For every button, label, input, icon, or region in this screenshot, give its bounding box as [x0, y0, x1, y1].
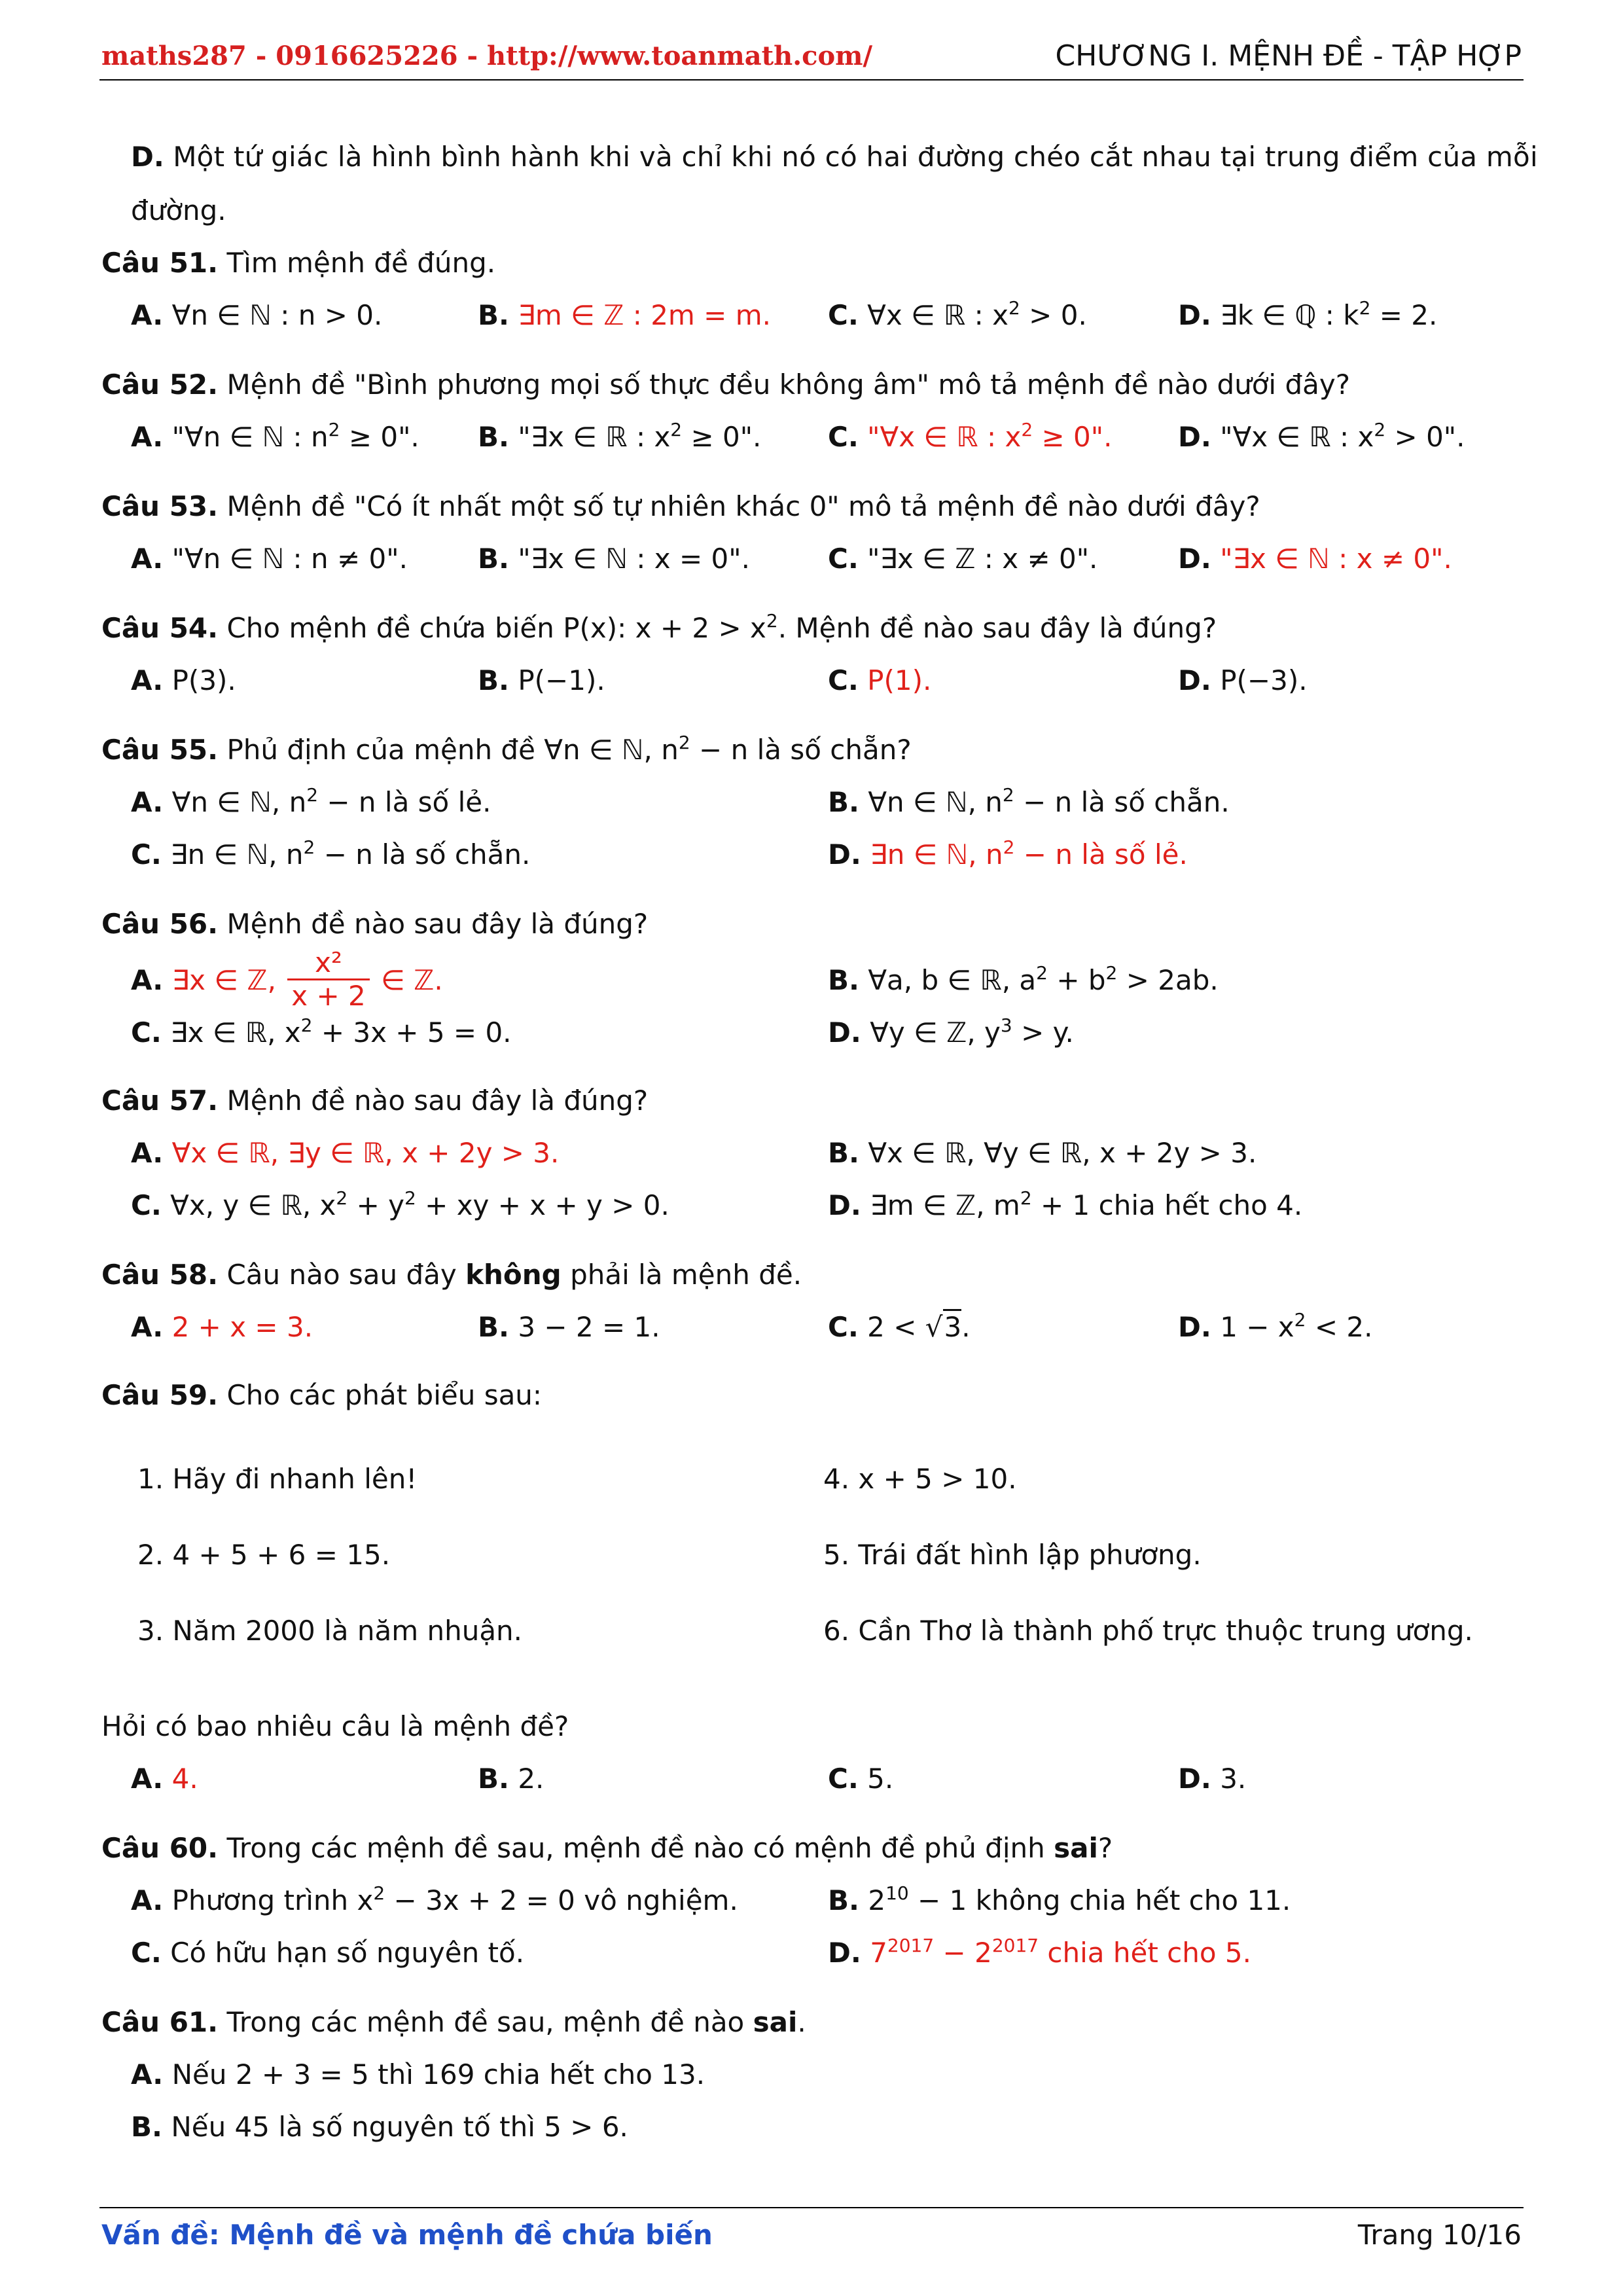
fraction-numerator: x²: [287, 947, 369, 980]
option-label: D.: [1178, 1763, 1211, 1795]
exponent: 2: [306, 784, 319, 806]
q52-option-c[interactable]: [828, 419, 1112, 459]
q61-option-a[interactable]: [131, 2056, 705, 2093]
q60-option-c[interactable]: [131, 1935, 524, 1971]
option-text: 1 − x: [1220, 1311, 1294, 1343]
q60-option-a[interactable]: [131, 1882, 738, 1922]
question-54: [101, 610, 1217, 650]
q60-option-b[interactable]: [828, 1882, 1291, 1922]
q51-option-a[interactable]: [131, 297, 382, 334]
question-52: [101, 367, 1350, 403]
option-text: Một tứ giác là hình bình hành khi và chỉ khi nó có hai đường chéo cắt nhau tại trung điểm của mỗi: [173, 141, 1538, 173]
q51-option-d[interactable]: [1178, 297, 1437, 337]
exponent: 3: [1000, 1014, 1012, 1036]
question-number: Câu 59.: [101, 1379, 219, 1411]
statement-item: 1. Hãy đi nhanh lên!: [137, 1463, 418, 1495]
option-text: ∀y ∈ ℤ, y: [870, 1016, 1001, 1049]
option-text-end: > y.: [1012, 1016, 1074, 1049]
exponent: 2: [1002, 784, 1014, 806]
option-text-end: − n là số lẻ.: [318, 786, 491, 818]
q53-option-b[interactable]: [478, 541, 750, 577]
question-57: [101, 1083, 648, 1119]
exponent: 2: [1008, 297, 1020, 319]
option-label: B.: [478, 421, 509, 453]
question-number: Câu 54.: [101, 612, 219, 644]
option-text: ∀n ∈ ℕ, n: [171, 786, 307, 818]
option-label: D.: [828, 1016, 861, 1049]
option-label: B.: [478, 543, 509, 575]
question-text: Trong các mệnh đề sau, mệnh đề nào: [226, 2006, 753, 2038]
option-label: D.: [1178, 543, 1211, 575]
question-text-end: .: [797, 2006, 806, 2038]
option-label: C.: [131, 1189, 162, 1221]
q56-option-a[interactable]: [131, 946, 443, 1014]
option-label: C.: [828, 664, 859, 696]
q54-option-b[interactable]: [478, 662, 605, 699]
question-56: [101, 906, 648, 942]
option-text: 2: [868, 1884, 886, 1916]
option-label: C.: [131, 1016, 162, 1049]
q58-option-c[interactable]: [828, 1309, 971, 1346]
header-source: maths287 - 0916625226 - http://www.toanmath.com/: [101, 41, 873, 71]
option-label: B.: [131, 2111, 162, 2143]
option-text: ∀n ∈ ℕ, n: [868, 786, 1003, 818]
exponent: 2: [1021, 419, 1033, 440]
option-label: B.: [828, 964, 859, 996]
q51-option-b[interactable]: [478, 297, 771, 334]
option-text: "∃x ∈ ℕ : x = 0".: [518, 543, 750, 575]
question-number: Câu 58.: [101, 1259, 219, 1291]
option-label: D.: [828, 1189, 861, 1221]
option-text: P(−1).: [518, 664, 605, 696]
option-text-end: chia hết cho 5.: [1039, 1937, 1252, 1969]
option-label: D.: [1178, 299, 1211, 331]
question-number: Câu 51.: [101, 247, 219, 279]
option-text: "∃x ∈ ℕ : x ≠ 0".: [1220, 543, 1452, 575]
exponent: 2: [1036, 962, 1048, 984]
q59-option-a[interactable]: [131, 1761, 198, 1797]
option-label: C.: [828, 299, 859, 331]
q52-option-b[interactable]: [478, 419, 761, 459]
question-53: [101, 488, 1260, 525]
option-label: D.: [828, 838, 861, 870]
option-text: "∀x ∈ ℝ : x: [867, 421, 1022, 453]
option-text-end: − n là số chẵn.: [1014, 786, 1230, 818]
option-text: 2 + x = 3.: [171, 1311, 313, 1343]
question-number: Câu 52.: [101, 368, 219, 401]
question-number: Câu 61.: [101, 2006, 219, 2038]
exponent: 2: [303, 836, 315, 858]
option-label: A.: [131, 421, 164, 453]
question-text: Mệnh đề nào sau đây là đúng?: [226, 1085, 649, 1117]
statement-item: 5. Trái đất hình lập phương.: [823, 1539, 1202, 1571]
exponent: 10: [885, 1882, 909, 1904]
option-text: ∀x ∈ ℝ : x: [867, 299, 1008, 331]
q59-option-b[interactable]: [478, 1761, 544, 1797]
option-text-mid: + y: [348, 1189, 404, 1221]
exponent: 2: [328, 419, 340, 440]
q55-option-c[interactable]: [131, 836, 530, 876]
option-label: A.: [131, 299, 164, 331]
question-emphasis: không: [465, 1259, 562, 1291]
option-text: 5.: [867, 1763, 894, 1795]
q53-option-d[interactable]: [1178, 541, 1452, 577]
option-text-end: − 3x + 2 = 0 vô nghiệm.: [385, 1884, 738, 1916]
exponent: 2: [678, 732, 690, 753]
q55-option-d[interactable]: [828, 836, 1188, 876]
option-text-end: < 2.: [1306, 1311, 1373, 1343]
q57-option-a[interactable]: [131, 1135, 559, 1172]
option-text: ∃x ∈ ℝ, x: [170, 1016, 301, 1049]
option-text: ∀x ∈ ℝ, ∃y ∈ ℝ, x + 2y > 3.: [171, 1137, 560, 1169]
option-text: "∀n ∈ ℕ : n: [171, 421, 329, 453]
option-label: D.: [131, 141, 164, 173]
statement-item: 6. Cần Thơ là thành phố trực thuộc trung ương.: [823, 1615, 1473, 1647]
footer-divider: [99, 2207, 1524, 2208]
option-label: D.: [828, 1937, 861, 1969]
option-label: A.: [131, 964, 164, 996]
exponent: 2: [670, 419, 683, 440]
option-text: ∀x ∈ ℝ, ∀y ∈ ℝ, x + 2y > 3.: [868, 1137, 1257, 1169]
question-text-end: − n là số chẵn?: [690, 734, 912, 766]
option-label: A.: [131, 786, 164, 818]
exponent: 2017: [991, 1935, 1039, 1956]
option-text: ∃n ∈ ℕ, n: [870, 838, 1003, 870]
exponent: 2: [1003, 836, 1015, 858]
question-60: [101, 1830, 1113, 1867]
prev-option-d: [131, 139, 1538, 175]
option-label: B.: [478, 1311, 509, 1343]
option-text-end: > 0.: [1020, 299, 1087, 331]
option-label: A.: [131, 1763, 164, 1795]
statement-item: 4. x + 5 > 10.: [823, 1463, 1017, 1495]
exponent: 2: [300, 1014, 313, 1036]
statement-item: 2. 4 + 5 + 6 = 15.: [137, 1539, 391, 1571]
option-text: ∃m ∈ ℤ, m: [870, 1189, 1020, 1221]
q59-option-d[interactable]: [1178, 1761, 1246, 1797]
question-61: [101, 2004, 806, 2041]
option-text: ∀x, y ∈ ℝ, x: [170, 1189, 336, 1221]
question-emphasis: sai: [1054, 1832, 1098, 1864]
question-59: [101, 1377, 542, 1414]
exponent: 2: [1020, 1187, 1032, 1209]
q52-option-a[interactable]: [131, 419, 419, 459]
question-text: Tìm mệnh đề đúng.: [226, 247, 496, 279]
option-text-end: = 2.: [1370, 299, 1438, 331]
question-number: Câu 53.: [101, 490, 219, 522]
option-label: B.: [828, 786, 859, 818]
option-text: "∀n ∈ ℕ : n ≠ 0".: [171, 543, 408, 575]
option-text: ∃x ∈ ℤ,: [171, 964, 276, 996]
question-text: Trong các mệnh đề sau, mệnh đề nào có mệnh đề phủ định: [226, 1832, 1054, 1864]
exponent: 2: [1294, 1309, 1306, 1331]
option-text-end: ≥ 0".: [1033, 421, 1113, 453]
header-divider: [99, 79, 1524, 81]
option-text: Phương trình x: [171, 1884, 374, 1916]
question-number: Câu 56.: [101, 908, 219, 940]
option-text-end: + 3x + 5 = 0.: [312, 1016, 512, 1049]
option-text: ∃m ∈ ℤ : 2m = m.: [518, 299, 771, 331]
option-label: B.: [478, 664, 509, 696]
q56-option-d[interactable]: [828, 1014, 1074, 1054]
option-text-mid: − 2: [934, 1937, 992, 1969]
q58-option-d[interactable]: [1178, 1309, 1372, 1349]
option-text-end: ≥ 0".: [682, 421, 762, 453]
q54-option-a[interactable]: [131, 662, 236, 699]
option-label: C.: [828, 421, 859, 453]
question-58: [101, 1257, 802, 1293]
option-text-end: .: [961, 1311, 971, 1343]
question-text: Cho mệnh đề chứa biến P(x): x + 2 > x: [226, 612, 766, 644]
page-number: Trang 10/16: [1357, 2219, 1522, 2251]
option-text-end: ∈ ℤ.: [381, 964, 443, 996]
question-text-end: phải là mệnh đề.: [561, 1259, 802, 1291]
option-label: A.: [131, 2058, 164, 2090]
question-emphasis: sai: [753, 2006, 798, 2038]
option-text: 3 − 2 = 1.: [518, 1311, 660, 1343]
fraction-denominator: x + 2: [291, 980, 366, 1012]
q58-option-b[interactable]: [478, 1309, 660, 1346]
q60-option-d[interactable]: [828, 1935, 1251, 1975]
option-text: 4.: [171, 1763, 198, 1795]
exponent: 2: [1359, 297, 1371, 319]
option-label: B.: [478, 299, 509, 331]
option-text-end: > 2ab.: [1117, 964, 1219, 996]
option-text: "∃x ∈ ℝ : x: [518, 421, 671, 453]
option-text: 2.: [518, 1763, 544, 1795]
option-text: P(−3).: [1220, 664, 1308, 696]
option-text: 2 < √: [867, 1311, 943, 1343]
question-text: Mệnh đề "Bình phương mọi số thực đều không âm" mô tả mệnh đề nào dưới đây?: [226, 368, 1350, 401]
option-label: A.: [131, 664, 164, 696]
option-text: ∀n ∈ ℕ : n > 0.: [171, 299, 383, 331]
radicand: 3: [943, 1309, 962, 1343]
prev-option-d-cont: đường.: [131, 194, 226, 226]
footer-topic: Vấn đề: Mệnh đề và mệnh đề chứa biến: [101, 2219, 713, 2251]
exponent: 2: [1374, 419, 1386, 440]
q57-option-b[interactable]: [828, 1135, 1257, 1172]
option-text: Có hữu hạn số nguyên tố.: [170, 1937, 525, 1969]
option-label: C.: [131, 838, 162, 870]
question-number: Câu 60.: [101, 1832, 219, 1864]
option-text: Nếu 45 là số nguyên tố thì 5 > 6.: [171, 2111, 628, 2143]
option-text-mid: + b: [1047, 964, 1106, 996]
option-label: B.: [828, 1137, 859, 1169]
option-text: P(3).: [171, 664, 236, 696]
question-text-end: . Mệnh đề nào sau đây là đúng?: [777, 612, 1217, 644]
question-text-end: ?: [1097, 1832, 1113, 1864]
option-label: C.: [828, 1763, 859, 1795]
q57-option-d[interactable]: [828, 1187, 1302, 1227]
q54-option-d[interactable]: [1178, 662, 1308, 699]
statement-item: 3. Năm 2000 là năm nhuận.: [137, 1615, 523, 1647]
question-text: Phủ định của mệnh đề ∀n ∈ ℕ, n: [226, 734, 679, 766]
option-text-end: − n là số lẻ.: [1014, 838, 1188, 870]
exponent: 2: [1105, 962, 1118, 984]
exponent: 2017: [887, 1935, 935, 1956]
option-label: B.: [478, 1763, 509, 1795]
q57-option-c[interactable]: [131, 1187, 669, 1227]
q59-option-c[interactable]: [828, 1761, 893, 1797]
option-text-end: > 0".: [1385, 421, 1465, 453]
option-text: 3.: [1220, 1763, 1247, 1795]
exponent: 2: [336, 1187, 348, 1209]
question-number: Câu 55.: [101, 734, 219, 766]
option-label: D.: [1178, 421, 1211, 453]
option-text: "∃x ∈ ℤ : x ≠ 0".: [867, 543, 1098, 575]
option-text-end: + 1 chia hết cho 4.: [1031, 1189, 1303, 1221]
q55-option-b[interactable]: [828, 784, 1230, 824]
option-text: ∃k ∈ ℚ : k: [1220, 299, 1359, 331]
header-chapter: CHƯƠNG I. MỆNH ĐỀ - TẬP HỢP: [1055, 39, 1522, 73]
option-text: 7: [870, 1937, 887, 1969]
option-text: ∀a, b ∈ ℝ, a: [868, 964, 1037, 996]
question-59-ask: Hỏi có bao nhiêu câu là mệnh đề?: [101, 1710, 569, 1742]
option-label: C.: [131, 1937, 162, 1969]
option-label: D.: [1178, 1311, 1211, 1343]
option-text-end: − n là số chẵn.: [315, 838, 531, 870]
question-text: Cho các phát biểu sau:: [226, 1379, 543, 1411]
option-label: A.: [131, 543, 164, 575]
exponent: 2: [766, 610, 778, 632]
q53-option-c[interactable]: [828, 541, 1097, 577]
option-label: C.: [828, 1311, 859, 1343]
option-text-end: ≥ 0".: [340, 421, 419, 453]
q56-option-b[interactable]: [828, 962, 1219, 1002]
q51-option-c[interactable]: [828, 297, 1087, 337]
question-text: Mệnh đề nào sau đây là đúng?: [226, 908, 649, 940]
question-text: Câu nào sau đây: [226, 1259, 466, 1291]
q52-option-d[interactable]: [1178, 419, 1465, 459]
option-label: D.: [1178, 664, 1211, 696]
question-number: Câu 57.: [101, 1085, 219, 1117]
q61-option-b[interactable]: [131, 2109, 628, 2145]
option-label: B.: [828, 1884, 859, 1916]
option-label: A.: [131, 1137, 164, 1169]
option-label: A.: [131, 1311, 164, 1343]
question-55: [101, 732, 912, 772]
q56-option-c[interactable]: [131, 1014, 512, 1054]
question-text: Mệnh đề "Có ít nhất một số tự nhiên khác 0" mô tả mệnh đề nào dưới đây?: [226, 490, 1260, 522]
q58-option-a[interactable]: [131, 1309, 313, 1346]
q54-option-c[interactable]: [828, 662, 931, 699]
fraction: [287, 947, 369, 1012]
q55-option-a[interactable]: [131, 784, 491, 824]
q53-option-a[interactable]: [131, 541, 408, 577]
option-text-end: + xy + x + y > 0.: [416, 1189, 669, 1221]
option-text: ∃n ∈ ℕ, n: [170, 838, 304, 870]
option-text: "∀x ∈ ℝ : x: [1220, 421, 1374, 453]
exponent: 2: [373, 1882, 385, 1904]
option-text: P(1).: [867, 664, 932, 696]
option-text-end: − 1 không chia hết cho 11.: [908, 1884, 1291, 1916]
option-label: C.: [828, 543, 859, 575]
exponent: 2: [404, 1187, 416, 1209]
option-label: A.: [131, 1884, 164, 1916]
option-text: Nếu 2 + 3 = 5 thì 169 chia hết cho 13.: [171, 2058, 705, 2090]
question-51: [101, 245, 495, 281]
